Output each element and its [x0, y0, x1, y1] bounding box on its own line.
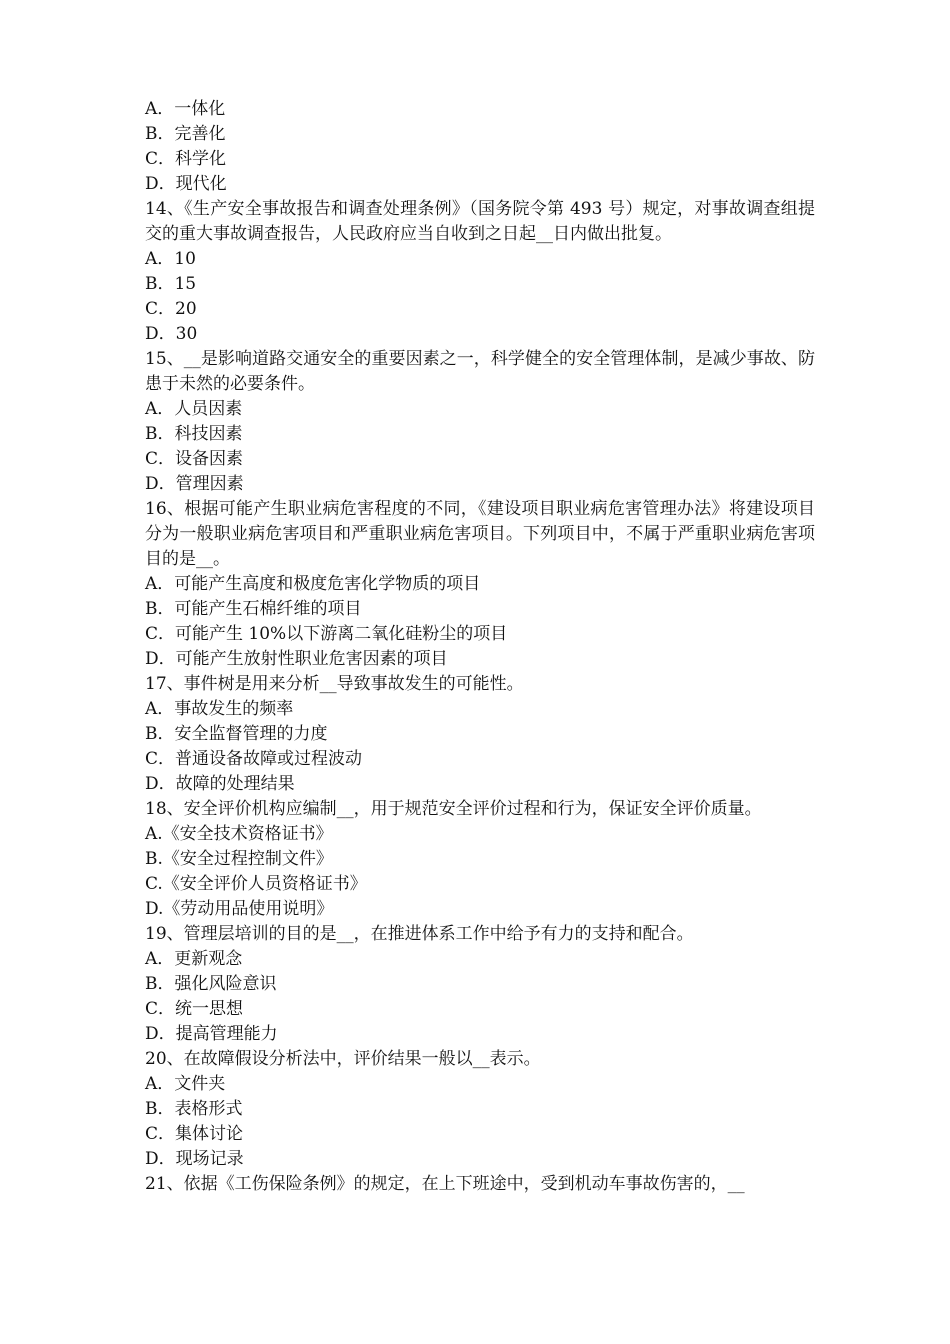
q17-question: 17、事件树是用来分析__导致事故发生的可能性。 [145, 674, 524, 694]
q18-option-a: A.《安全技术资格证书》 [145, 824, 333, 844]
q20-option-a: A．文件夹 [145, 1074, 226, 1094]
q17-option-a: A．事故发生的频率 [145, 699, 294, 719]
q15-option-b: B．科技因素 [145, 424, 243, 444]
q20-option-c: C．集体讨论 [145, 1124, 244, 1144]
q15-question: 15、__是影响道路交通安全的重要因素之一，科学健全的安全管理体制，是减少事故、防患于未然的必要条件。 [145, 349, 815, 394]
q16-option-b: B．可能产生石棉纤维的项目 [145, 599, 362, 619]
q19-option-b: B．强化风险意识 [145, 974, 277, 994]
q18-option-d: D.《劳动用品使用说明》 [145, 899, 334, 919]
q18-option-b: B.《安全过程控制文件》 [145, 849, 333, 869]
q20-question: 20、在故障假设分析法中，评价结果一般以__表示。 [145, 1049, 541, 1069]
q13-option-c: C．科学化 [145, 149, 227, 169]
q14-option-c: C．20 [145, 299, 197, 319]
q20-option-b: B．表格形式 [145, 1099, 243, 1119]
q17-option-b: B．安全监督管理的力度 [145, 724, 328, 744]
q16-option-c: C．可能产生 10%以下游离二氧化硅粉尘的项目 [145, 624, 508, 644]
q14-option-b: B．15 [145, 274, 197, 294]
q14-option-a: A．10 [145, 249, 196, 269]
q16-question: 16、根据可能产生职业病危害程度的不同，《建设项目职业病危害管理办法》将建设项目分为一般职业病危害项目和严重职业病危害项目。下列项目中，不属于严重职业病危害项目的是__。 [145, 499, 815, 569]
q16-option-a: A．可能产生高度和极度危害化学物质的项目 [145, 574, 481, 594]
q20-option-d: D．现场记录 [145, 1149, 244, 1169]
q13-option-a: A．一体化 [145, 99, 226, 119]
q14-option-d: D．30 [145, 324, 198, 344]
q15-option-c: C．设备因素 [145, 449, 244, 469]
q15-option-a: A．人员因素 [145, 399, 243, 419]
q17-option-d: D．故障的处理结果 [145, 774, 295, 794]
q13-option-d: D．现代化 [145, 174, 227, 194]
q19-option-c: C．统一思想 [145, 999, 244, 1019]
q14-question: 14、《生产安全事故报告和调查处理条例》（国务院令第 493 号）规定，对事故调查组提交的重大事故调查报告，人民政府应当自收到之日起__日内做出批复。 [145, 199, 815, 244]
q21-question: 21、依据《工伤保险条例》的规定，在上下班途中，受到机动车事故伤害的，__ [145, 1174, 745, 1194]
q13-option-b: B．完善化 [145, 124, 226, 144]
q19-option-a: A．更新观念 [145, 949, 243, 969]
q15-option-d: D．管理因素 [145, 474, 244, 494]
q18-option-c: C.《安全评价人员资格证书》 [145, 874, 367, 894]
q19-option-d: D．提高管理能力 [145, 1024, 278, 1044]
q17-option-c: C．普通设备故障或过程波动 [145, 749, 363, 769]
q16-option-d: D．可能产生放射性职业危害因素的项目 [145, 649, 448, 669]
q18-question: 18、安全评价机构应编制__，用于规范安全评价过程和行为，保证安全评价质量。 [145, 799, 762, 819]
q19-question: 19、管理层培训的目的是__，在推进体系工作中给予有力的支持和配合。 [145, 924, 694, 944]
document-body [145, 97, 815, 1197]
